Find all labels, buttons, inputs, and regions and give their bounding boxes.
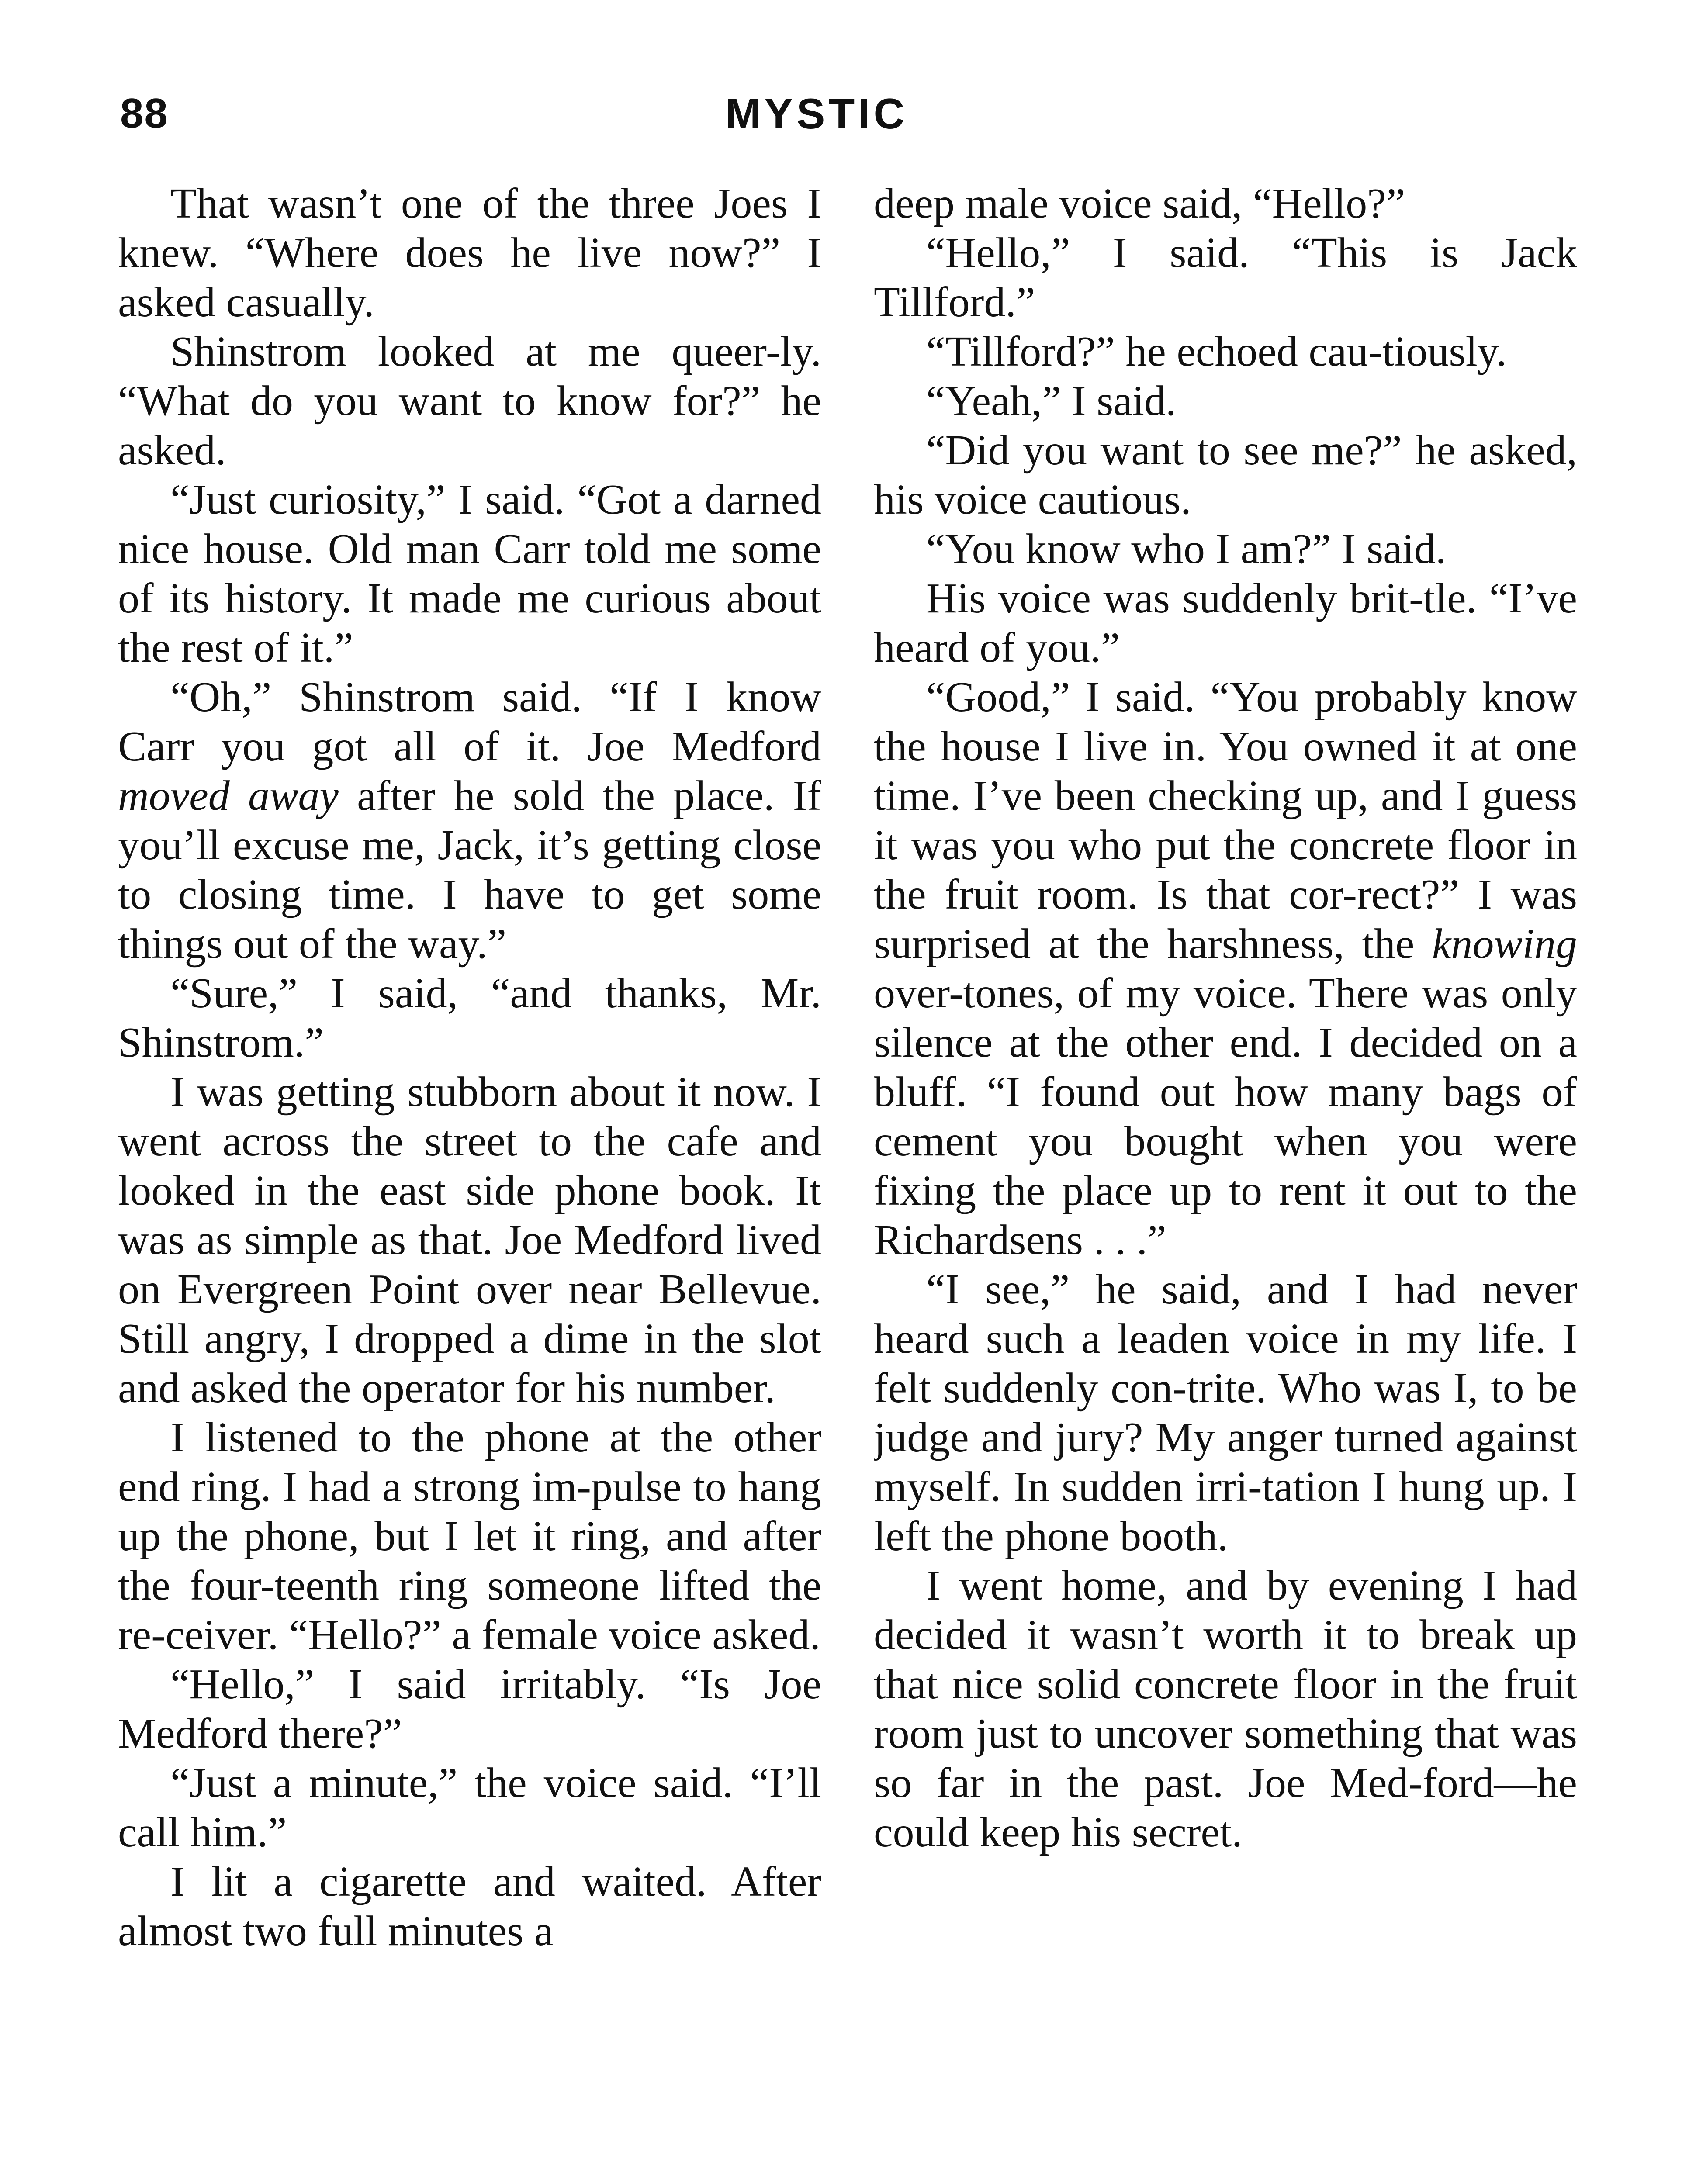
paragraph	[118, 673, 821, 969]
italic-phrase: moved away	[118, 772, 339, 819]
running-head: MYSTIC	[725, 90, 908, 138]
paragraph-continued: deep male voice said, “Hello?”	[874, 180, 1405, 227]
paragraph: His voice was suddenly brit-tle. “I’ve heard of you.”	[874, 575, 1577, 671]
paragraph: I was getting stubborn about it now. I went across the street to the cafe and looked in the east side phone book. It was as simple as that. Joe Medford lived on Evergreen Point over near Bellevue. Still angry, I dropped a dime in the slot and asked the operator for his number.	[118, 1068, 821, 1412]
page-number: 88	[120, 90, 169, 137]
paragraph: Shinstrom looked at me queer-ly. “What do you want to know for?” he asked.	[118, 328, 821, 474]
paragraph: I lit a cigarette and waited. After almost two full minutes a	[118, 1858, 821, 1955]
paragraph-text: “Oh,” Shinstrom said. “If I know Carr you got all of it. Joe Medford	[118, 674, 821, 770]
paragraph: I listened to the phone at the other end ring. I had a strong im-pulse to hang up the phone, but I let it ring, and after the four-teenth ring someone lifted the re-ceiver. “Hello?” a female voice asked.	[118, 1414, 821, 1659]
right-column	[874, 179, 1577, 2184]
paragraph: I went home, and by evening I had decided it wasn’t worth it to break up that nice solid concrete floor in the fruit room just to uncover something that was so far in the past. Joe Med-ford—he could keep his secret.	[874, 1562, 1577, 1856]
paragraph: “Hello,” I said irritably. “Is Joe Medford there?”	[118, 1661, 821, 1757]
paragraph-text: “Good,” I said. “You probably know the house I live in. You owned it at one time. I’ve been checking up, and I guess it was you who put the concrete floor in the fruit room. Is that cor-rect?” I was surprised at the harshness, the	[874, 674, 1577, 968]
italic-word: knowing	[1432, 920, 1577, 968]
paragraph: That wasn’t one of the three Joes I knew. “Where does he live now?” I asked casually.	[118, 180, 821, 326]
paragraph-text: over-tones, of my voice. There was only silence at the other end. I decided on a bluff. “I found out how many bags of cement you bought when you were fixing the place up to rent it out to the Richardsens . . .”	[874, 970, 1577, 1264]
paragraph: “Just a minute,” the voice said. “I’ll call him.”	[118, 1759, 821, 1856]
page-header	[120, 87, 1579, 149]
paragraph: “Yeah,” I said.	[926, 377, 1177, 425]
paragraph: “Sure,” I said, “and thanks, Mr. Shinstrom.”	[118, 970, 821, 1066]
paragraph: “Just curiosity,” I said. “Got a darned nice house. Old man Carr told me some of its history. It made me curious about the rest of it.”	[118, 476, 821, 671]
left-column	[118, 179, 821, 2184]
paragraph: “Did you want to see me?” he asked, his voice cautious.	[874, 427, 1577, 523]
paragraph	[874, 673, 1577, 1265]
paragraph: “Hello,” I said. “This is Jack Tillford.”	[874, 229, 1577, 326]
paragraph-text: after he sold the place. If you’ll excuse me, Jack, it’s getting close to closing time. I have to get some things out of the way.”	[118, 772, 821, 968]
paragraph: “You know who I am?” I said.	[926, 525, 1447, 573]
paragraph: “Tillford?” he echoed cau-tiously.	[926, 328, 1507, 375]
paragraph: “I see,” he said, and I had never heard such a leaden voice in my life. I felt suddenly con-trite. Who was I, to be judge and jury? My anger turned against myself. In sudden irri-tation I hung up. I left the phone booth.	[874, 1266, 1577, 1560]
